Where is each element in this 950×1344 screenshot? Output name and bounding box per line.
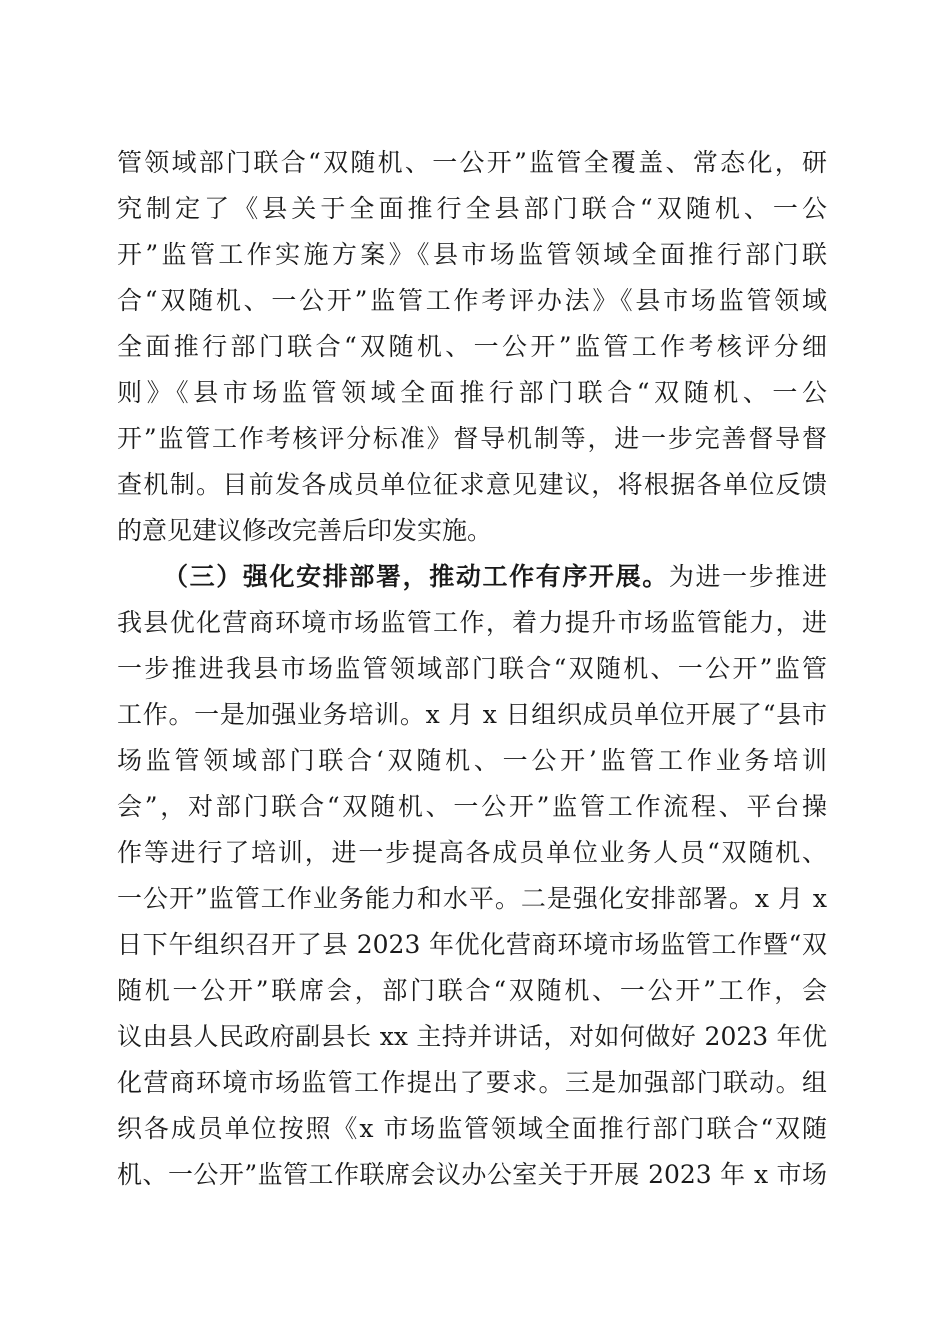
text-line: 则》《县市场监管领域全面推行部门联合“双随机、一公: [117, 378, 827, 407]
text-line: 管领域部门联合“双随机、一公开”监管全覆盖、常态化，研: [117, 148, 827, 177]
text-line: 开”监管工作实施方案》《县市场监管领域全面推行部门联: [117, 240, 827, 269]
text-line: 作等进行了培训，进一步提高各成员单位业务人员“双随机、: [117, 838, 827, 867]
text-line: 我县优化营商环境市场监管工作，着力提升市场监管能力，进: [117, 608, 827, 637]
text-line: 织各成员单位按照《x 市场监管领域全面推行部门联合“双随: [117, 1114, 827, 1143]
text-line: 场监管领域部门联合‘双随机、一公开’监管工作业务培训: [117, 746, 827, 775]
text-line: 开”监管工作考核评分标准》督导机制等，进一步完善督导督: [117, 424, 827, 453]
text-line: 一公开”监管工作业务能力和水平。二是强化安排部署。x 月 x: [117, 884, 827, 913]
text-line: 工作。一是加强业务培训。x 月 x 日组织成员单位开展了“县市: [117, 700, 827, 729]
text-line: 会”，对部门联合“双随机、一公开”监管工作流程、平台操: [117, 792, 827, 821]
section-first-line: [117, 554, 827, 600]
paragraph-section-three: [117, 554, 827, 1198]
text-line: 一步推进我县市场监管领域部门联合“双随机、一公开”监管: [117, 654, 827, 683]
text-line: 查机制。目前发各成员单位征求意见建议，将根据各单位反馈: [117, 470, 827, 499]
text-line: 机、一公开”监管工作联席会议办公室关于开展 2023 年 x 市场: [117, 1160, 827, 1189]
text-line: 合“双随机、一公开”监管工作考评办法》《县市场监管领域: [117, 286, 827, 315]
section-first-line-text: 为进一步推进: [668, 562, 827, 591]
text-line: 究制定了《县关于全面推行全县部门联合“双随机、一公: [117, 194, 827, 223]
text-line: 议由县人民政府副县长 xx 主持并讲话，对如何做好 2023 年优: [117, 1022, 827, 1051]
text-line: 日下午组织召开了县 2023 年优化营商环境市场监管工作暨“双: [117, 930, 827, 959]
section-heading: （三）强化安排部署，推动工作有序开展。: [163, 562, 669, 591]
text-line: 全面推行部门联合“双随机、一公开”监管工作考核评分细: [117, 332, 827, 361]
text-line: 随机一公开”联席会，部门联合“双随机、一公开”工作，会: [117, 976, 827, 1005]
text-line: 化营商环境市场监管工作提出了要求。三是加强部门联动。组: [117, 1068, 827, 1097]
body-text: [117, 140, 827, 1198]
text-line: 的意见建议修改完善后印发实施。: [117, 516, 493, 545]
paragraph-continued: [117, 140, 827, 554]
